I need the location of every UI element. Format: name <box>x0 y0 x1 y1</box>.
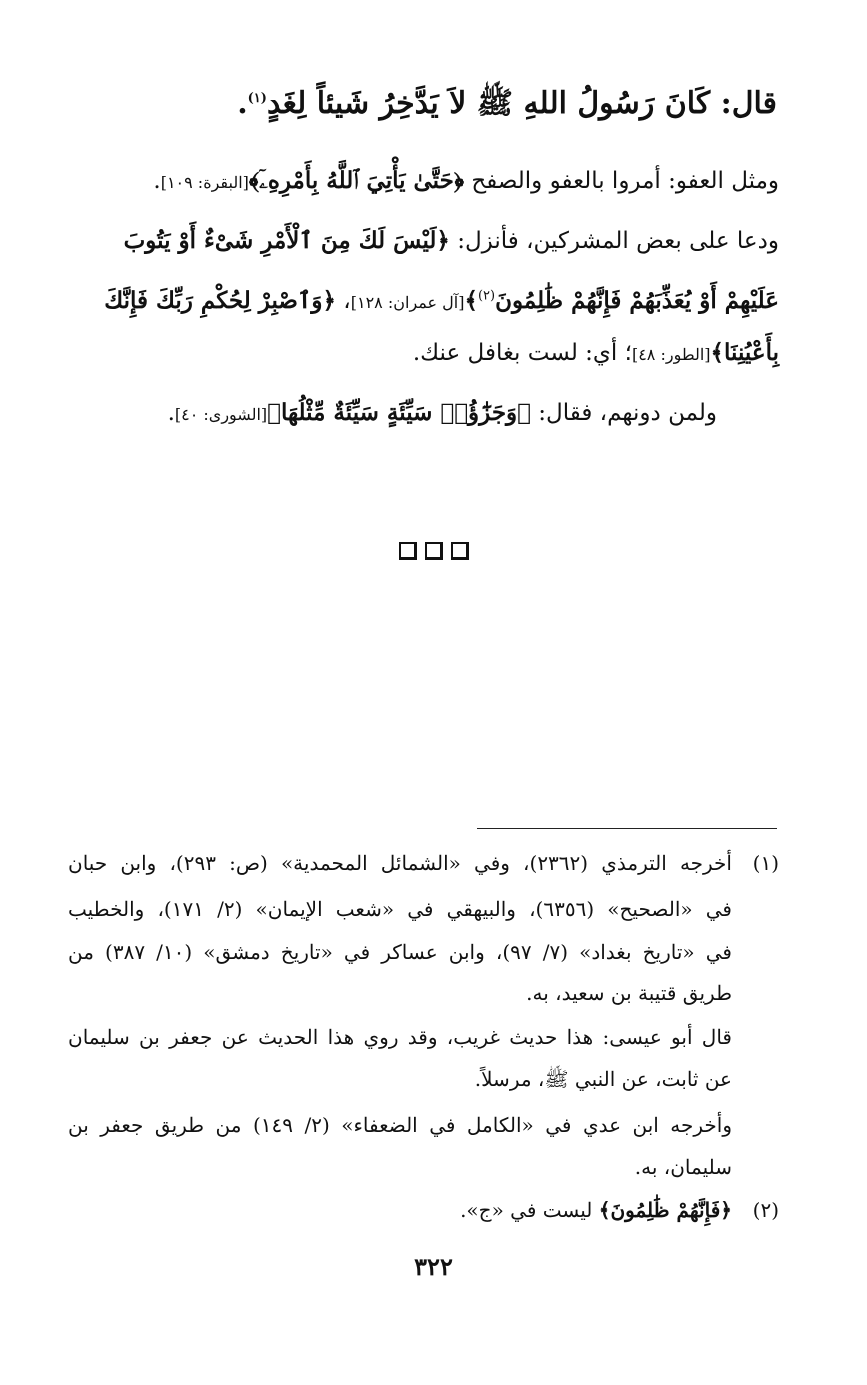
surah-ref-shura: [الشورى: ٤٠] <box>174 405 268 424</box>
quran-verse-tur-part1: ﴿وَٱصْبِرْ لِحُكْمِ رَبِّكَ فَإِنَّكَ <box>104 287 336 314</box>
line-period: . <box>167 400 175 426</box>
body-line-6 <box>168 396 717 432</box>
body-line-5 <box>413 336 779 372</box>
others-intro: ولمن دونهم، فقال: <box>538 400 717 426</box>
footnote-1-line-6: عن ثابت، عن النبي ﷺ، مرسلاً. <box>474 1067 732 1091</box>
footnote-2-number: (٢) <box>752 1198 779 1222</box>
footnote-1-line-8: سليمان، به. <box>634 1155 732 1179</box>
heading-period: . <box>237 86 248 121</box>
line-period: . <box>153 168 161 194</box>
footnote-2-line <box>460 1193 732 1227</box>
quran-verse-shura: ﴿وَجَزَٰٓؤُا۟ سَيِّئَةٍ سَيِّئَةٌ مِّثْلُهَا﴾ <box>267 399 531 426</box>
footnote-1-line-4: طريق قتيبة بن سعيد، به. <box>526 981 732 1005</box>
body-line-2 <box>153 164 779 200</box>
surah-ref-imran: [آل عمران: ١٢٨] <box>350 293 465 312</box>
surah-ref-baqarah: [البقرة: ١٠٩] <box>160 173 249 192</box>
pardon-intro: ومثل العفو: أمروا بالعفو والصفح <box>471 168 779 194</box>
footnote-marker-1: (١) <box>247 91 267 106</box>
divider-square-icon <box>425 542 443 560</box>
footnote-2-text: ليست في «ج». <box>460 1198 593 1222</box>
body-line-3 <box>124 224 779 258</box>
surah-ref-tur: [الطور: ٤٨] <box>631 345 711 364</box>
explanation-text: ؛ أي: لست بغافل عنك. <box>412 340 632 366</box>
footnote-1-line-7: وأخرجه ابن عدي في «الكامل في الضعفاء» (٢/ ١٤٩) من طريق جعفر بن <box>68 1113 733 1137</box>
section-divider <box>0 542 867 564</box>
divider-square-icon <box>399 542 417 560</box>
footnote-2-quran: ﴿فَإِنَّهُمْ ظَٰلِمُونَ﴾ <box>598 1198 732 1222</box>
quran-verse-baqarah: ﴿حَتَّىٰ يَأْتِيَ ٱللَّهُ بِأَمْرِهِۦٓ﴾ <box>248 167 465 194</box>
footnote-marker-2: (٢) <box>477 288 496 304</box>
quran-close-bracket: ﴾ <box>464 287 478 314</box>
quran-verse-imran-part1: ﴿لَيْسَ لَكَ مِنَ ٱلْأَمْرِ شَىْءٌ أَوْ يَتُوبَ <box>123 227 450 254</box>
comma-separator: ، <box>343 288 351 314</box>
quran-verse-imran-part2: عَلَيْهِمْ أَوْ يُعَذِّبَهُمْ فَإِنَّهُمْ ظَٰلِمُونَ <box>495 287 779 314</box>
quran-verse-tur-part2: بِأَعْيُنِنَا﴾ <box>710 339 779 366</box>
footnote-1-line-3: في «تاريخ بغداد» (٧/ ٩٧)، وابن عساكر في «تاريخ دمشق» (١٠/ ٣٨٧) من <box>68 940 732 964</box>
supplication-intro: ودعا على بعض المشركين، فأنزل: <box>457 228 779 254</box>
footnote-separator-rule <box>477 828 777 829</box>
body-line-4 <box>104 284 779 320</box>
page-number: ٣٢٢ <box>414 1252 453 1281</box>
footnote-1-line-1: أخرجه الترمذي (٢٣٦٢)، وفي «الشمائل المحمدية» (ص: ٢٩٣)، وابن حبان <box>68 851 732 875</box>
footnote-1-line-5: قال أبو عيسى: هذا حديث غريب، وقد روي هذا الحديث عن جعفر بن سليمان <box>68 1025 732 1049</box>
footnote-1-line-2: في «الصحيح» (٦٣٥٦)، والبيهقي في «شعب الإيمان» (٢/ ١٧١)، والخطيب <box>68 897 732 921</box>
divider-square-icon <box>451 542 469 560</box>
hadith-heading-line <box>237 84 777 124</box>
footnote-1-number: (١) <box>752 851 779 875</box>
hadith-text: قال: كَانَ رَسُولُ اللهِ ﷺ لاَ يَدَّخِرُ شَيئاً لِغَدٍ <box>266 86 777 121</box>
